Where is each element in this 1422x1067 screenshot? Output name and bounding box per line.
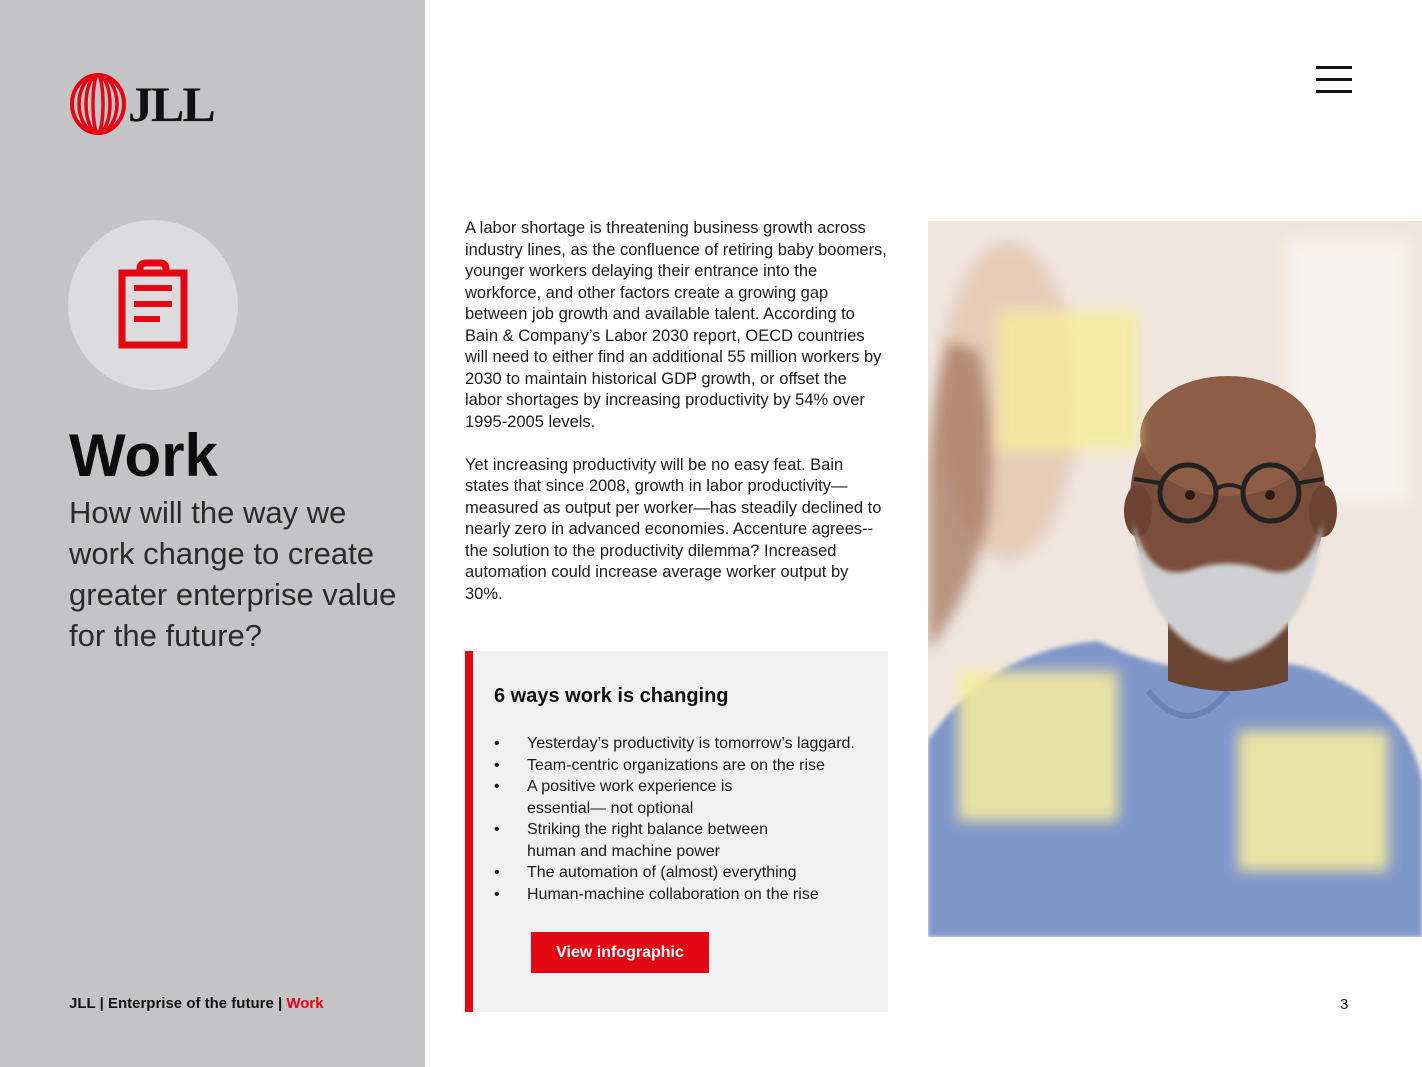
callout-list — [494, 733, 884, 905]
hamburger-menu-icon — [1316, 66, 1352, 69]
view-infographic-button[interactable]: View infographic — [531, 932, 709, 973]
page-number: 3 — [1340, 996, 1349, 1013]
callout-title: 6 ways work is changing — [494, 685, 729, 707]
list-item: • Team-centric organizations are on the rise — [494, 755, 884, 777]
section-icon-badge — [68, 220, 238, 390]
footer-section: Work — [286, 995, 324, 1012]
body-paragraph: Yet increasing productivity will be no easy feat. Bain states that since 2008, growth in labor productivity—measured as output per worker—has steadily declined to nearly zero in advanced economies. Accenture agrees--the solution to the productivity dilemma? Increased automation could increase average worker output by 30%. — [465, 455, 882, 603]
hamburger-menu-icon — [1316, 78, 1352, 81]
footer-brand: JLL — [69, 995, 96, 1012]
footer-publication: Enterprise of the future — [107, 995, 274, 1012]
jll-logo-mark-icon — [70, 73, 126, 135]
section-title: Work — [69, 422, 218, 489]
body-text — [465, 218, 887, 627]
footer-breadcrumb — [69, 995, 324, 1012]
hero-photo — [928, 221, 1422, 937]
footer-separator: | — [273, 995, 287, 1012]
list-item: • Yesterday’s productivity is tomorrow’s laggard. — [494, 733, 884, 755]
callout-box — [465, 651, 888, 1012]
sidebar — [0, 0, 425, 1067]
jll-logo[interactable] — [70, 73, 214, 135]
hamburger-menu-icon — [1316, 90, 1352, 93]
section-subtitle: How will the way we work change to create greater enterprise value for the future? — [69, 495, 397, 653]
body-paragraph: A labor shortage is threatening business growth across industry lines, as the confluence of retiring baby boomers, younger workers delaying their entrance into the workforce, and other factors create a growing gap between job growth and available talent. According to Bain & Company’s Labor 2030 report, OECD countries will need to either find an additional 55 million workers by 2030 to maintain historical GDP growth, or offset the labor shortages by increasing productivity by 54% over 1995-2005 levels. — [465, 219, 887, 431]
list-item: • Striking the right balance between human and machine power — [494, 819, 884, 862]
man-with-sticky-notes-image — [928, 221, 1422, 937]
footer-separator: | — [95, 995, 108, 1012]
menu-button[interactable] — [1316, 66, 1354, 96]
logo-wordmark: JLL — [128, 76, 214, 132]
clipboard-icon — [118, 259, 188, 351]
list-item: • A positive work experience is essential— not optional — [494, 776, 884, 819]
list-item: • The automation of (almost) everything — [494, 862, 884, 884]
list-item: • Human-machine collaboration on the rise — [494, 884, 884, 906]
